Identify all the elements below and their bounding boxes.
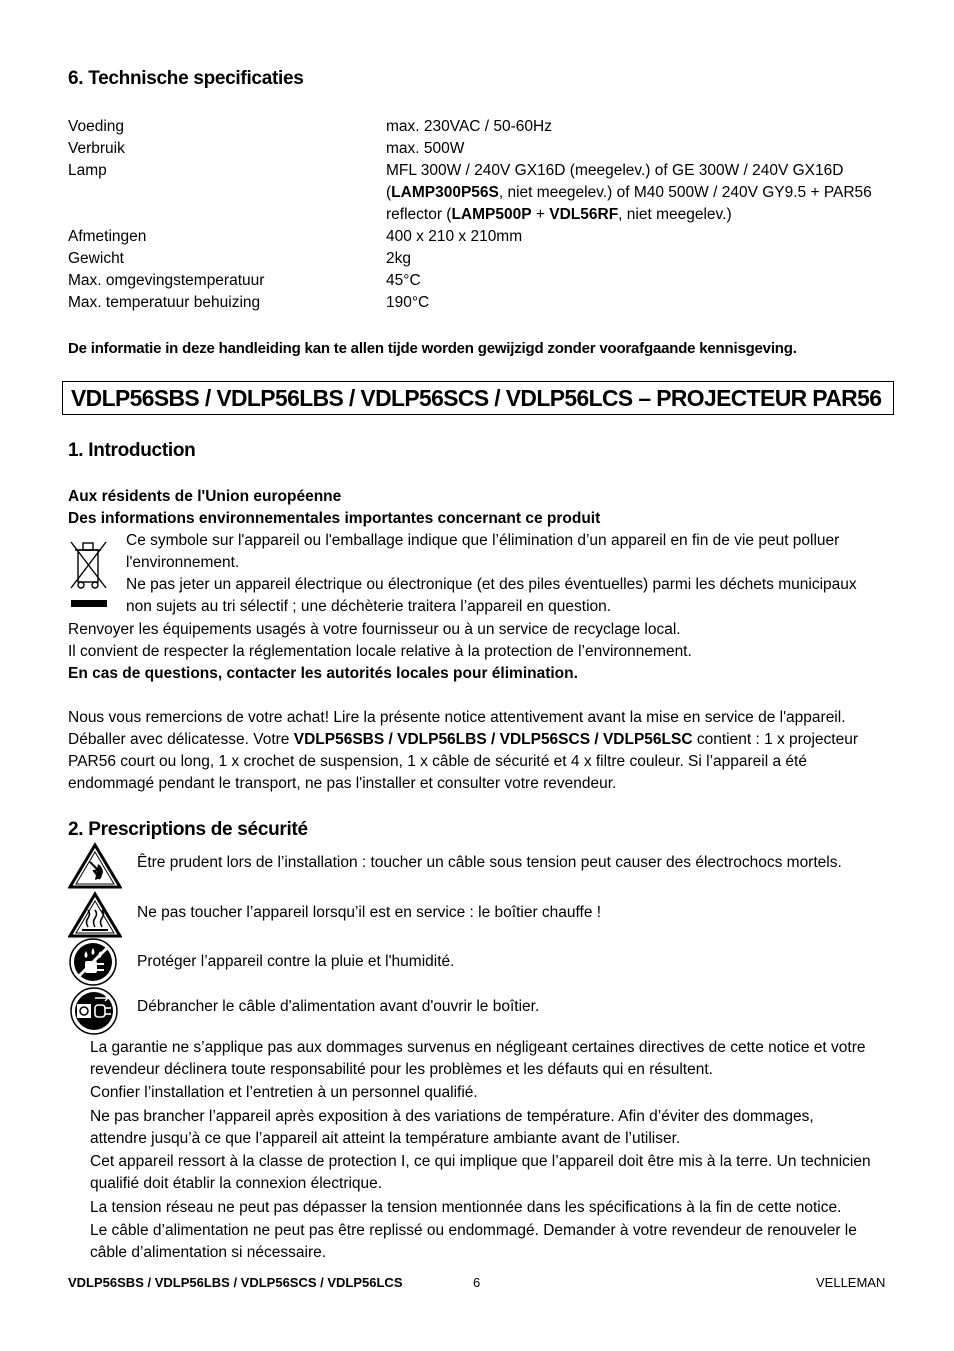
hot-surface-warning-icon — [68, 891, 122, 939]
specs-table — [68, 116, 896, 314]
spec-value: max. 230VAC / 50-60Hz — [386, 118, 552, 135]
spec-value: 45°C — [386, 272, 421, 289]
spec-row — [68, 226, 896, 248]
thanks-text: PAR56 court ou long, 1 x crochet de suspension, 1 x câble de sécurité et 4 x filtre couleur. Si l’appareil a été — [68, 753, 807, 770]
thanks-text: Nous vous remercions de votre achat! Lire la présente notice attentivement avant la mise en service de l'appareil. — [68, 709, 846, 726]
lamp-text: ( — [386, 184, 392, 201]
section-heading-specs: 6. Technische specificaties — [68, 68, 304, 89]
page-number: 6 — [473, 1275, 481, 1290]
warranty-text: qualifié doit établir la connexion électrique. — [90, 1175, 383, 1192]
return-text: Il convient de respecter la réglementation locale relative à la protection de l’environnement. — [68, 643, 692, 660]
footer-models: VDLP56SBS / VDLP56LBS / VDLP56SCS / VDLP56LCS — [68, 1275, 403, 1290]
warranty-text: Confier l’installation et l’entretien à un personnel qualifié. — [90, 1084, 478, 1101]
warranty-text: câble d’alimentation si nécessaire. — [90, 1244, 327, 1261]
reflector-model: VDL56RF — [549, 206, 619, 223]
warranty-text: La tension réseau ne peut pas dépasser la tension mentionnée dans les spécifications à la fin de cette notice. — [90, 1199, 842, 1216]
spec-value: max. 500W — [386, 140, 465, 157]
questions-text: En cas de questions, contacter les autorités locales pour élimination. — [68, 665, 578, 682]
safety-item: Ne pas toucher l’appareil lorsqu’il est en service : le boîtier chauffe ! — [137, 904, 602, 921]
section-heading-safety: 2. Prescriptions de sécurité — [68, 819, 308, 840]
spec-key: Max. omgevingstemperatuur — [68, 272, 265, 289]
safety-item: Protéger l’appareil contre la pluie et l'humidité. — [137, 953, 455, 970]
return-text: Renvoyer les équipements usagés à votre fournisseur ou à un service de recyclage local. — [68, 621, 681, 638]
weee-text: non sujets au tri sélectif ; une déchèterie traitera l’appareil en question. — [126, 598, 612, 615]
warranty-text: Cet appareil ressort à la classe de protection I, ce qui implique que l’appareil doit être mis à la terre. Un technicien — [90, 1153, 871, 1170]
lamp-text: , niet meegelev.) — [618, 206, 732, 223]
spec-key: Afmetingen — [68, 228, 147, 245]
spec-row — [68, 138, 896, 160]
spec-value-lamp — [386, 160, 896, 226]
spec-key: Verbruik — [68, 140, 125, 157]
thanks-text-part: Déballer avec délicatesse. Votre — [68, 731, 294, 748]
weee-text: Ce symbole sur l'appareil ou l'emballage indique que l’élimination d’un appareil en fin de vie peut polluer — [126, 532, 840, 549]
electric-shock-warning-icon — [68, 842, 122, 890]
safety-item: Débrancher le câble d'alimentation avant d'ouvrir le boîtier. — [137, 998, 540, 1015]
spec-row — [68, 160, 896, 226]
spec-row — [68, 248, 896, 270]
spec-key: Max. temperatuur behuizing — [68, 294, 261, 311]
spec-key: Gewicht — [68, 250, 124, 267]
spec-row — [68, 270, 896, 292]
no-water-icon — [68, 937, 118, 987]
warranty-text: Ne pas brancher l’appareil après exposition à des variations de température. Afin d’éviter des dommages, — [90, 1108, 814, 1125]
warranty-text: Le câble d’alimentation ne peut pas être replissé ou endommagé. Demander à votre revendeur de renouveler le — [90, 1222, 857, 1239]
lamp-text: reflector ( — [386, 206, 452, 223]
lamp-model: LAMP300P56S — [391, 184, 499, 201]
spec-value: 2kg — [386, 250, 411, 267]
weee-text: Ne pas jeter un appareil électrique ou électronique (et des piles éventuelles) parmi les déchets municipaux — [126, 576, 857, 593]
product-title-box: VDLP56SBS / VDLP56LBS / VDLP56SCS / VDLP56LCS – PROJECTEUR PAR56 — [62, 381, 894, 415]
eu-residents-title: Aux résidents de l'Union européenne — [68, 488, 342, 505]
spec-row — [68, 116, 896, 138]
footer-brand: VELLEMAN — [816, 1275, 886, 1290]
thanks-text-part: contient : 1 x projecteur — [692, 731, 858, 748]
unplug-icon — [68, 986, 120, 1036]
safety-item: Être prudent lors de l’installation : toucher un câble sous tension peut causer des électrochocs mortels. — [137, 854, 842, 871]
spec-row — [68, 292, 896, 314]
weee-text: l'environnement. — [126, 554, 240, 571]
thanks-text — [68, 729, 858, 751]
spec-key: Voeding — [68, 118, 125, 135]
lamp-text: , niet meegelev.) of M40 500W / 240V GY9.5 + PAR56 — [498, 184, 872, 201]
model-list: VDLP56SBS / VDLP56LBS / VDLP56SCS / VDLP56LSC — [293, 731, 693, 748]
warranty-text: revendeur déclinera toute responsabilité pour les problèmes et les défauts qui en résultent. — [90, 1061, 713, 1078]
lamp-text: + — [531, 206, 550, 223]
spec-key: Lamp — [68, 162, 107, 179]
spec-value: 400 x 210 x 210mm — [386, 228, 523, 245]
section-heading-intro: 1. Introduction — [68, 440, 196, 461]
change-notice: De informatie in deze handleiding kan te allen tijde worden gewijzigd zonder voorafgaande kennisgeving. — [68, 340, 797, 357]
weee-bin-icon — [68, 538, 112, 610]
thanks-text: endommagé pendant le transport, ne pas l'installer et consulter votre revendeur. — [68, 775, 617, 792]
spec-value: 190°C — [386, 294, 430, 311]
lamp-line-1: MFL 300W / 240V GX16D (meegelev.) of GE 300W / 240V GX16D — [386, 162, 844, 179]
lamp-model: LAMP500P — [451, 206, 532, 223]
warranty-text: La garantie ne s’applique pas aux dommages survenus en négligeant certaines directives de cette notice et votre — [90, 1039, 866, 1056]
warranty-text: attendre jusqu’à ce que l’appareil ait atteint la température ambiante avant de l’utiliser. — [90, 1130, 681, 1147]
environment-title: Des informations environnementales importantes concernant ce produit — [68, 510, 601, 527]
